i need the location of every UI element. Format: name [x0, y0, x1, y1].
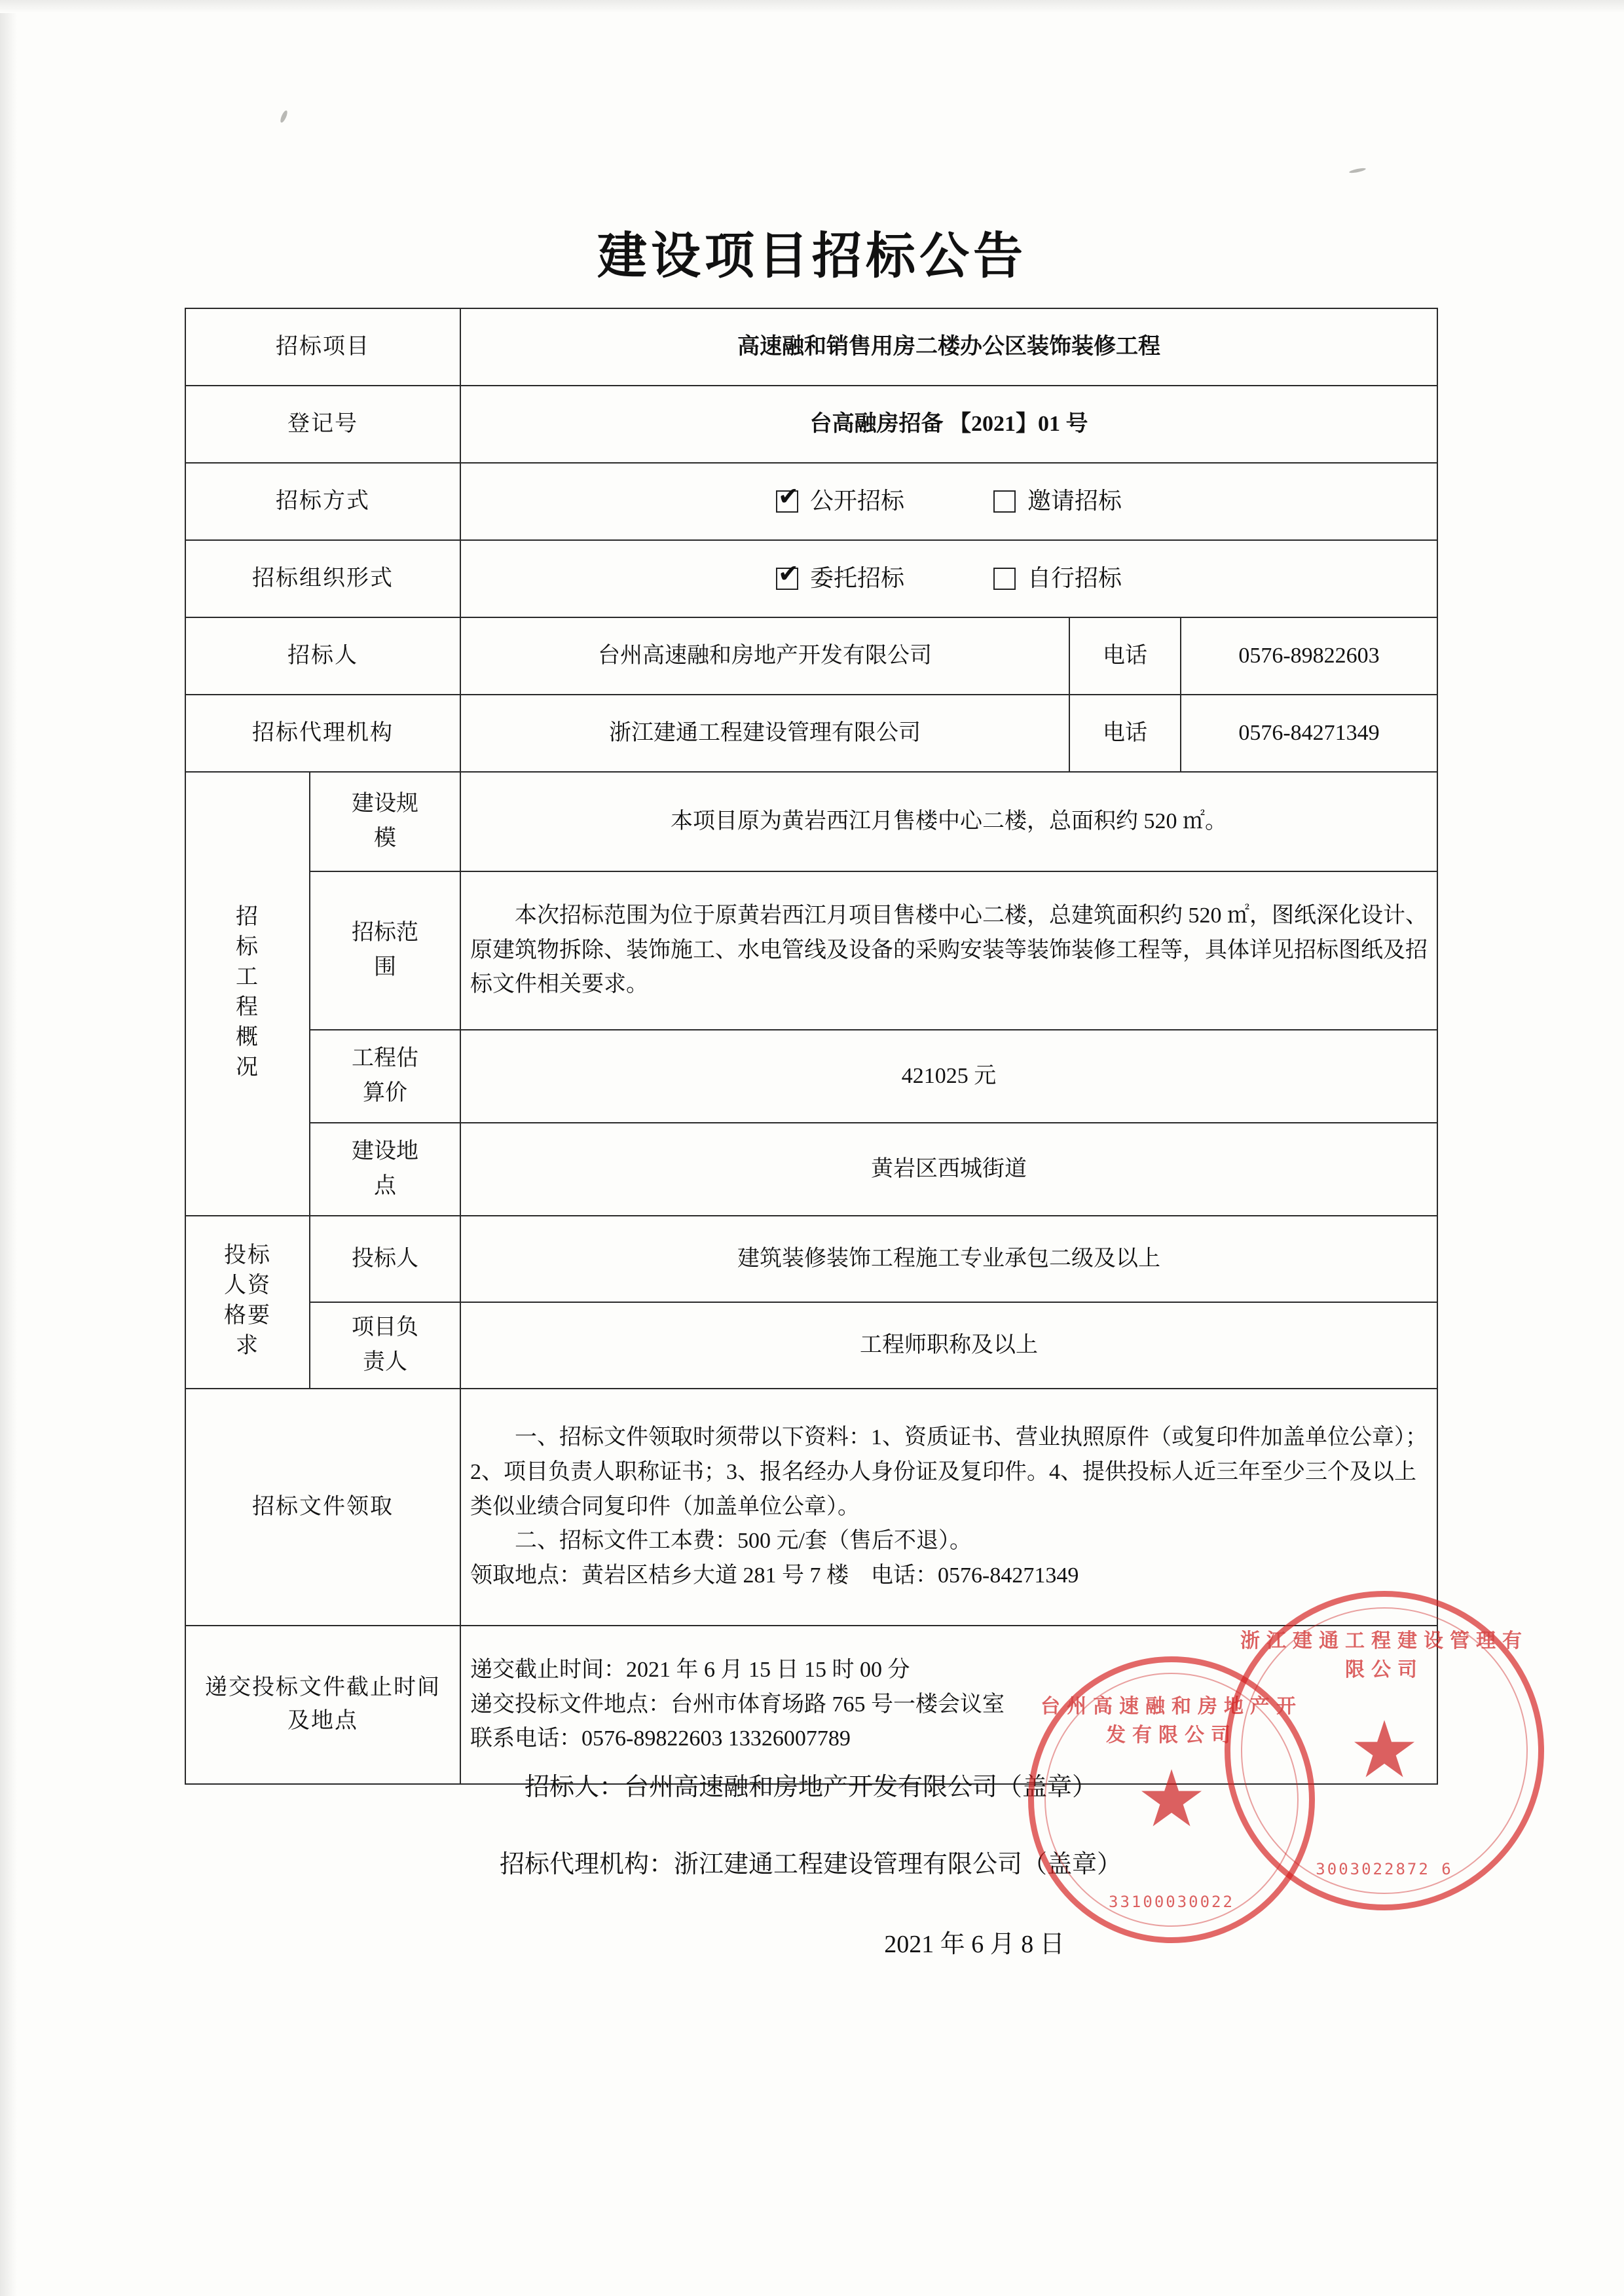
checkbox-checked-icon[interactable]	[776, 568, 798, 590]
row-label-scale-text: 建设规模	[352, 792, 418, 850]
row-label-tenderer: 招标人	[185, 617, 460, 695]
row-value-agency-phone: 0576-84271349	[1181, 695, 1437, 772]
row-label-qualification	[185, 1216, 310, 1389]
row-label-scale	[310, 772, 460, 871]
bid-method-option-invite[interactable]	[993, 483, 1122, 520]
seal-bottom-text: 3003022872 6	[1316, 1860, 1453, 1878]
table-row	[185, 617, 1437, 695]
seal-top-text: 浙江建通工程建设管理有限公司	[1240, 1630, 1528, 1681]
scan-edge-left	[0, 0, 17, 2296]
row-value-bidder: 建筑装修装饰工程施工专业承包二级及以上	[460, 1216, 1437, 1302]
bid-org-option-entrusted[interactable]	[776, 560, 904, 597]
table-row	[185, 1389, 1437, 1626]
row-label-tenderer-phone: 电话	[1069, 617, 1181, 695]
table-row	[185, 463, 1437, 540]
table-row	[185, 1302, 1437, 1389]
row-value-estimate: 421025 元	[460, 1030, 1437, 1123]
row-value-bid-method	[460, 463, 1437, 540]
row-label-overview	[185, 772, 310, 1216]
bid-method-option-invite-label: 邀请招标	[1027, 488, 1122, 515]
scan-speck	[1349, 167, 1366, 173]
row-label-agency-phone: 电话	[1069, 695, 1181, 772]
bid-org-option-self-label: 自行招标	[1027, 565, 1122, 592]
table-row	[185, 540, 1437, 617]
table-row	[185, 871, 1437, 1030]
row-value-project: 高速融和销售用房二楼办公区装饰装修工程	[460, 308, 1437, 386]
row-value-manager: 工程师职称及以上	[460, 1302, 1437, 1389]
row-value-scale: 本项目原为黄岩西江月售楼中心二楼，总面积约 520 ㎡。	[460, 772, 1437, 871]
row-label-bid-org-form: 招标组织形式	[185, 540, 460, 617]
table-row	[185, 1030, 1437, 1123]
row-label-submission-text: 递交投标文件截止时间及地点	[205, 1675, 441, 1734]
submission-line-1: 递交截止时间：2021 年 6 月 15 日 15 时 00 分	[470, 1657, 910, 1682]
row-label-location-text: 建设地点	[352, 1139, 418, 1198]
page-title: 建设项目招标公告	[597, 227, 1027, 285]
row-value-agency: 浙江建通工程建设管理有限公司	[460, 695, 1069, 772]
checkbox-empty-icon[interactable]	[993, 490, 1016, 513]
signature-date: 2021 年 6 月 8 日	[884, 1931, 1065, 1958]
bid-org-option-self[interactable]	[993, 560, 1122, 597]
row-label-agency: 招标代理机构	[185, 695, 460, 772]
doc-collection-line-3: 领取地点：黄岩区桔乡大道 281 号 7 楼 电话：0576-84271349	[470, 1563, 1079, 1588]
scan-edge-top	[0, 0, 1624, 13]
table-row	[185, 1123, 1437, 1216]
announcement-table	[185, 308, 1438, 1785]
doc-collection-line-1: 一、招标文件领取时须带以下资料：1、资质证书、营业执照原件（或复印件加盖单位公章）；2、项目负责人职称证书；3、报名经办人身份证及复印件。4、提供投标人近三年至少三个及以上类似业绩合同复印件（加盖单位公章）。	[470, 1425, 1428, 1519]
row-label-estimate	[310, 1030, 460, 1123]
table-row	[185, 695, 1437, 772]
row-label-project: 招标项目	[185, 308, 460, 386]
row-label-overview-text: 招标工程概况	[236, 905, 259, 1080]
bid-method-option-public-label: 公开招标	[809, 488, 904, 515]
bid-method-option-public[interactable]	[776, 483, 904, 520]
table-row	[185, 386, 1437, 463]
row-label-location	[310, 1123, 460, 1216]
table-row	[185, 308, 1437, 386]
row-value-tenderer-phone: 0576-89822603	[1181, 617, 1437, 695]
row-value-location: 黄岩区西城街道	[460, 1123, 1437, 1216]
table-row	[185, 1216, 1437, 1302]
row-label-doc-collection: 招标文件领取	[185, 1389, 460, 1626]
star-icon: ★	[1349, 1707, 1420, 1794]
row-label-scope-text: 招标范围	[352, 920, 418, 979]
row-value-tenderer: 台州高速融和房地产开发有限公司	[460, 617, 1069, 695]
row-label-bidder-text: 投标人	[352, 1246, 418, 1271]
row-value-reg-no: 台高融房招备 【2021】01 号	[460, 386, 1437, 463]
checkbox-empty-icon[interactable]	[993, 568, 1016, 590]
table-row	[185, 772, 1437, 871]
submission-line-3: 联系电话：0576-89822603 13326007789	[470, 1726, 851, 1751]
row-label-manager	[310, 1302, 460, 1389]
row-label-estimate-text: 工程估算价	[352, 1046, 418, 1105]
scan-speck	[279, 109, 289, 123]
row-label-qualification-text: 投标人资格要求	[223, 1243, 271, 1358]
row-value-doc-collection	[460, 1389, 1437, 1626]
checkbox-checked-icon[interactable]	[776, 490, 798, 513]
star-icon: ★	[1136, 1756, 1207, 1843]
signature-tenderer: 招标人：台州高速融和房地产开发有限公司（盖章）	[524, 1774, 1097, 1801]
bid-org-option-entrusted-label: 委托招标	[809, 565, 904, 592]
row-label-scope	[310, 871, 460, 1030]
row-label-reg-no: 登记号	[185, 386, 460, 463]
signature-agency: 招标代理机构：浙江建通工程建设管理有限公司（盖章）	[499, 1851, 1122, 1878]
row-label-submission	[185, 1626, 460, 1784]
seal-top-text: 台州高速融和房地产开发有限公司	[1041, 1695, 1302, 1747]
table-row	[185, 1626, 1437, 1784]
row-value-submission	[460, 1626, 1437, 1784]
row-label-bid-method: 招标方式	[185, 463, 460, 540]
submission-line-2: 递交投标文件地点：台州市体育场路 765 号一楼会议室	[470, 1692, 1005, 1717]
row-value-scope: 本次招标范围为位于原黄岩西江月项目售楼中心二楼，总建筑面积约 520 ㎡，图纸深化设计、原建筑物拆除、装饰施工、水电管线及设备的采购安装等装饰装修工程等，具体详见招标图纸及招标文件相关要求。	[460, 871, 1437, 1030]
row-label-bidder	[310, 1216, 460, 1302]
row-value-bid-org-form	[460, 540, 1437, 617]
doc-collection-line-2: 二、招标文件工本费：500 元/套（售后不退）。	[515, 1529, 972, 1554]
row-label-manager-text: 项目负责人	[352, 1315, 418, 1374]
seal-bottom-text: 33100030022	[1109, 1893, 1234, 1911]
